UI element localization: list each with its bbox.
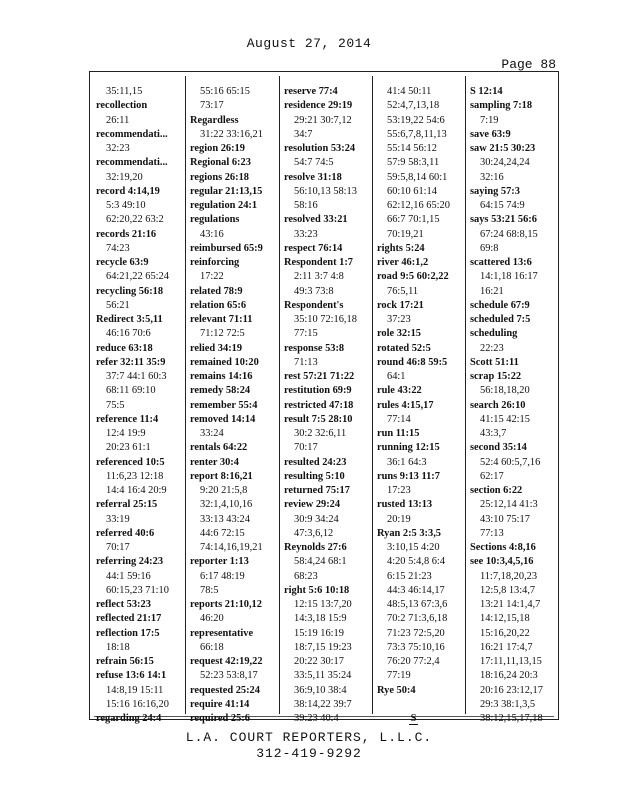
index-term: required 25:6 <box>190 713 250 724</box>
index-term: scattered 13:6 <box>470 257 532 268</box>
index-term: scheduling <box>470 328 518 340</box>
index-page-refs: 6:17 48:19 <box>200 570 245 582</box>
index-page-refs: 12:5,8 13:4,7 <box>480 584 536 596</box>
index-term: require 41:14 <box>190 698 250 710</box>
index-page-refs: 22:23 <box>480 342 504 354</box>
index-page-refs: 32:19,20 <box>106 171 143 183</box>
index-page-refs: 77:15 <box>294 328 318 340</box>
index-page-refs: 33:5,11 35:24 <box>294 670 352 682</box>
index-page-refs: 15:19 16:19 <box>294 627 344 639</box>
index-term: refer 32:11 35:9 <box>96 356 166 368</box>
column-divider <box>279 76 280 714</box>
index-page-refs: 7:19 <box>480 114 499 126</box>
index-page-refs: 17:22 <box>200 271 224 283</box>
index-column-2 <box>190 85 263 726</box>
index-term: saw 21:5 30:23 <box>470 143 536 154</box>
index-page-refs: 37:23 <box>387 314 411 325</box>
index-term: sampling 7:18 <box>470 100 533 112</box>
index-term: region 26:19 <box>190 143 245 154</box>
index-term: report 8:16,21 <box>190 470 253 482</box>
index-term: remember 55:4 <box>190 399 258 411</box>
index-page-refs: 70:17 <box>106 542 130 553</box>
index-page-refs: 36:1 64:3 <box>387 456 427 468</box>
footer-phone: 312-419-9292 <box>256 746 362 761</box>
index-page-refs: 67:24 68:8,15 <box>480 228 538 240</box>
index-page-refs: 71:23 72:5,20 <box>387 627 445 639</box>
index-page-refs <box>377 698 450 712</box>
index-page-refs: 66:7 70:1,15 <box>387 214 440 226</box>
index-term: reserve 77:4 <box>284 86 338 97</box>
index-page-refs: 33:13 43:24 <box>200 513 250 525</box>
index-term: Ryan 2:5 3:3,5 <box>377 527 441 539</box>
index-page-refs: 70:2 71:3,6,18 <box>387 613 448 625</box>
index-term: regions 26:18 <box>190 171 249 183</box>
index-column-5 <box>470 85 543 726</box>
index-page-refs: 70:19,21 <box>387 228 424 240</box>
index-page-refs: 35:10 72:16,18 <box>294 314 357 325</box>
index-page-refs: 35:11,15 <box>106 86 143 97</box>
index-page-refs: 5:3 49:10 <box>106 200 146 211</box>
index-page-refs: 17:11,11,13,15 <box>480 656 542 667</box>
index-page-refs: 59:5,8,14 60:1 <box>387 171 448 183</box>
index-term: recommendati... <box>96 128 168 140</box>
index-page-refs: 34:7 <box>294 128 313 140</box>
index-page-refs: 43:16 <box>200 228 224 240</box>
index-term: records 21:16 <box>96 228 157 240</box>
index-term: regulations <box>190 214 240 226</box>
index-page-refs: 55:16 65:15 <box>200 86 250 97</box>
index-term: right 5:6 10:18 <box>284 584 350 596</box>
index-term: rotated 52:5 <box>377 342 431 354</box>
index-term: reflection 17:5 <box>96 627 160 639</box>
index-page-refs: 71:12 72:5 <box>200 328 245 340</box>
index-page-refs: 62:20,22 63:2 <box>106 214 164 226</box>
index-page-refs: 62:17 <box>480 470 504 482</box>
index-page-refs: 74:14,16,19,21 <box>200 542 263 553</box>
index-page-refs: 41:15 42:15 <box>480 413 530 425</box>
index-term: rock 17:21 <box>377 299 424 311</box>
index-term: reports 21:10,12 <box>190 599 262 610</box>
index-term: resulted 24:23 <box>284 456 347 468</box>
index-term: representative <box>190 627 254 639</box>
index-term: remedy 58:24 <box>190 385 251 397</box>
index-term: recycling 56:18 <box>96 285 164 297</box>
index-term: S 12:14 <box>470 86 503 97</box>
index-page-refs: 52:4 60:5,7,16 <box>480 456 541 468</box>
index-page-refs: 44:1 59:16 <box>106 570 151 582</box>
index-page-refs: 6:15 21:23 <box>387 570 432 582</box>
index-page-refs: 14:12,15,18 <box>480 613 530 625</box>
index-term: request 42:19,22 <box>190 656 263 667</box>
index-term: reporter 1:13 <box>190 556 249 568</box>
index-page-refs: 29:21 30:7,12 <box>294 114 352 126</box>
index-term: Reynolds 27:6 <box>284 542 347 553</box>
index-term: runs 9:13 11:7 <box>377 470 440 482</box>
index-term: Scott 51:11 <box>470 356 519 368</box>
index-page-refs: 20:22 30:17 <box>294 656 344 667</box>
index-page-refs: 76:20 77:2,4 <box>387 656 440 667</box>
index-page-refs: 12:15 13:7,20 <box>294 599 352 610</box>
index-term: reflect 53:23 <box>96 599 151 610</box>
index-page-refs: 56:10,13 58:13 <box>294 185 357 197</box>
index-page-refs: 64:1 <box>387 371 406 382</box>
index-term: scrap 15:22 <box>470 371 522 382</box>
index-page-refs: 13:21 14:1,4,7 <box>480 599 541 610</box>
index-term: restitution 69:9 <box>284 385 352 397</box>
index-page-refs: 60:15,23 71:10 <box>106 584 169 596</box>
index-term: Redirect 3:5,11 <box>96 314 163 325</box>
index-term: Regardless <box>190 114 239 126</box>
index-term: residence 29:19 <box>284 100 353 112</box>
index-page-refs: 16:21 17:4,7 <box>480 641 533 653</box>
index-page-refs: 14:8,19 15:11 <box>106 684 164 696</box>
index-page-refs: 73:3 75:10,16 <box>387 641 445 653</box>
index-page-refs: 64:21,22 65:24 <box>106 271 169 283</box>
column-divider <box>185 76 186 714</box>
index-page-refs: 18:16,24 20:3 <box>480 670 538 682</box>
index-term: related 78:9 <box>190 285 243 297</box>
index-page-refs: 76:5,11 <box>387 285 419 297</box>
index-term: referring 24:23 <box>96 556 164 568</box>
index-page-refs: 3:10,15 4:20 <box>387 542 440 553</box>
index-page-refs: 30:24,24,24 <box>480 157 530 169</box>
index-page-refs: 37:7 44:1 60:3 <box>106 371 167 382</box>
index-column-3 <box>284 85 357 726</box>
index-page-refs: 56:21 <box>106 299 130 311</box>
index-term: Regional 6:23 <box>190 157 251 169</box>
index-term: search 26:10 <box>470 399 526 411</box>
index-page-refs: 46:16 70:6 <box>106 328 151 340</box>
index-column-1 <box>96 85 169 726</box>
index-page-refs: 64:15 74:9 <box>480 200 525 211</box>
index-term: resulting 5:10 <box>284 470 345 482</box>
index-page-refs: 77:13 <box>480 527 504 539</box>
index-page-refs: 44:3 46:14,17 <box>387 584 445 596</box>
index-term: saying 57:3 <box>470 185 520 197</box>
index-page-refs: 69:8 <box>480 242 499 254</box>
index-page-refs: 25:12,14 41:3 <box>480 499 538 511</box>
index-page-refs: 55:6,7,8,11,13 <box>387 128 447 140</box>
index-page-refs: 66:18 <box>200 641 224 653</box>
index-term: regulation 24:1 <box>190 200 258 211</box>
index-term: running 12:15 <box>377 442 440 454</box>
index-page-refs: 15:16 16:16,20 <box>106 698 169 710</box>
page-number: Page 88 <box>501 57 556 72</box>
index-page-refs: 62:12,16 65:20 <box>387 200 450 211</box>
index-page-refs: 58:4,24 68:1 <box>294 556 347 568</box>
index-column-4 <box>377 85 450 726</box>
index-page-refs: 56:18,18,20 <box>480 385 530 397</box>
index-term: respect 76:14 <box>284 242 343 254</box>
index-term: relevant 71:11 <box>190 314 253 325</box>
index-page-refs: 26:11 <box>106 114 130 126</box>
index-term: rule 43:22 <box>377 385 422 397</box>
index-term: resolved 33:21 <box>284 214 348 226</box>
index-page-refs: 77:14 <box>387 413 411 425</box>
index-term: renter 30:4 <box>190 456 239 468</box>
index-term: resolve 31:18 <box>284 171 342 183</box>
index-page-refs: 33:24 <box>200 428 224 439</box>
index-page-refs: 70:17 <box>294 442 318 454</box>
index-page-refs: 68:23 <box>294 570 318 582</box>
index-page-refs: 32:16 <box>480 171 504 183</box>
index-term: record 4:14,19 <box>96 185 160 197</box>
column-divider <box>465 76 466 714</box>
index-term: reduce 63:18 <box>96 342 153 354</box>
index-term: scheduled 7:5 <box>470 314 531 325</box>
index-term: refuse 13:6 14:1 <box>96 670 167 682</box>
index-term: restricted 47:18 <box>284 399 354 411</box>
index-term: road 9:5 60:2,22 <box>377 271 449 283</box>
index-term: response 53:8 <box>284 342 345 354</box>
index-page-refs: 30:2 32:6,11 <box>294 428 347 439</box>
index-page-refs: 52:23 53:8,17 <box>200 670 258 682</box>
index-term: Sections 4:8,16 <box>470 542 536 553</box>
index-term: save 63:9 <box>470 128 511 140</box>
index-page-refs: 12:4 19:9 <box>106 428 146 439</box>
index-page-refs: 14:4 16:4 20:9 <box>106 485 167 496</box>
index-page-refs: 57:9 58:3,11 <box>387 157 440 169</box>
index-term: Respondent's <box>284 299 344 311</box>
index-page-refs: 18:7,15 19:23 <box>294 641 352 653</box>
index-page-refs: 75:5 <box>106 399 125 411</box>
index-page-refs: 14:3,18 15:9 <box>294 613 347 625</box>
index-page-refs: 29:3 38:1,3,5 <box>480 698 536 710</box>
index-page-refs: 20:23 61:1 <box>106 442 151 454</box>
index-page-refs: 9:20 21:5,8 <box>200 485 248 496</box>
index-page-refs: 53:19,22 54:6 <box>387 114 445 126</box>
index-term: recycle 63:9 <box>96 257 149 268</box>
index-term: review 29:24 <box>284 499 341 511</box>
index-page-refs: 14:1,18 16:17 <box>480 271 538 283</box>
index-page-refs: 32:23 <box>106 143 130 154</box>
index-term: resolution 53:24 <box>284 143 356 154</box>
index-page-refs: 38:12,15,17,18 <box>480 713 543 724</box>
index-page-refs: 30:9 34:24 <box>294 513 339 525</box>
index-page-refs: 74:23 <box>106 242 130 254</box>
index-term: rest 57:21 71:22 <box>284 371 355 382</box>
index-term: schedule 67:9 <box>470 299 530 311</box>
index-page-refs: 46:20 <box>200 613 224 625</box>
index-term: reinforcing <box>190 257 240 268</box>
index-page-refs: 18:18 <box>106 641 130 653</box>
index-term: relation 65:6 <box>190 299 247 311</box>
index-term: regarding 24:4 <box>96 713 162 724</box>
index-page-refs: 33:19 <box>106 513 130 525</box>
index-term: relied 34:19 <box>190 342 243 354</box>
index-term: Respondent 1:7 <box>284 257 353 268</box>
index-page-refs: 58:16 <box>294 200 318 211</box>
index-page-refs: 44:6 72:15 <box>200 527 245 539</box>
index-term: rentals 64:22 <box>190 442 248 454</box>
index-page-refs: 43:3,7 <box>480 428 507 439</box>
index-page-refs: 4:20 5:4,8 6:4 <box>387 556 446 568</box>
index-term: reimbursed 65:9 <box>190 242 263 254</box>
index-term: remained 10:20 <box>190 356 259 368</box>
index-page-refs: 11:7,18,20,23 <box>480 570 538 582</box>
index-page-refs: 36:9,10 38:4 <box>294 684 347 696</box>
index-term: remains 14:16 <box>190 371 253 382</box>
index-term: referenced 10:5 <box>96 456 165 468</box>
index-page-refs: 43:10 75:17 <box>480 513 530 525</box>
index-term: referred 40:6 <box>96 527 155 539</box>
index-page-refs: 15:16,20,22 <box>480 627 530 639</box>
index-page-refs: 47:3,6,12 <box>294 527 334 539</box>
index-page-refs: 68:11 69:10 <box>106 385 156 397</box>
index-page-refs: 2:11 3:7 4:8 <box>294 271 344 283</box>
index-term: removed 14:14 <box>190 413 256 425</box>
index-term: river 46:1,2 <box>377 257 429 268</box>
index-term: referral 25:15 <box>96 499 158 511</box>
column-divider <box>372 76 373 714</box>
index-page-refs: 60:10 61:14 <box>387 185 437 197</box>
index-term: recommendati... <box>96 157 168 169</box>
index-term: rusted 13:13 <box>377 499 433 511</box>
index-page-refs: 54:7 74:5 <box>294 157 334 169</box>
index-page-refs: 11:6,23 12:18 <box>106 470 164 482</box>
index-page-refs: 77:19 <box>387 670 411 682</box>
index-term: run 11:15 <box>377 428 420 439</box>
index-page-refs: 78:5 <box>200 584 219 596</box>
index-term: requested 25:24 <box>190 684 260 696</box>
index-page-refs: 73:17 <box>200 100 224 112</box>
index-page-refs: 16:21 <box>480 285 504 297</box>
index-term: result 7:5 28:10 <box>284 413 353 425</box>
index-page-refs: 32:1,4,10,16 <box>200 499 253 511</box>
index-term: second 35:14 <box>470 442 527 454</box>
index-term: round 46:8 59:5 <box>377 356 448 368</box>
index-term: section 6:22 <box>470 485 523 496</box>
index-page-refs: 49:3 73:8 <box>294 285 334 297</box>
transcript-date: August 27, 2014 <box>246 36 372 51</box>
index-page-refs: 20:19 <box>387 513 411 525</box>
index-page-refs: 39:23 40:4 <box>294 713 339 724</box>
index-term: role 32:15 <box>377 328 421 340</box>
index-page-refs: 41:4 50:11 <box>387 86 432 97</box>
index-term: recollection <box>96 100 148 112</box>
section-letter <box>377 712 450 726</box>
index-term: says 53:21 56:6 <box>470 214 537 226</box>
index-term: reflected 21:17 <box>96 613 162 625</box>
index-page-refs: 38:14,22 39:7 <box>294 698 352 710</box>
index-term: rules 4:15,17 <box>377 399 434 411</box>
index-page-refs: 48:5,13 67:3,6 <box>387 599 448 610</box>
index-page-refs: 71:13 <box>294 356 318 368</box>
index-page-refs: 31:22 33:16,21 <box>200 128 263 140</box>
footer-company: L.A. COURT REPORTERS, L.L.C. <box>185 730 433 745</box>
section-letter-text: S <box>410 713 417 724</box>
index-term: see 10:3,4,5,16 <box>470 556 534 568</box>
index-page-refs: 17:23 <box>387 485 411 496</box>
index-page-refs: 52:4,7,13,18 <box>387 100 440 112</box>
index-page-refs: 33:23 <box>294 228 318 240</box>
index-term: Rye 50:4 <box>377 684 416 696</box>
index-term: reference 11:4 <box>96 413 159 425</box>
index-term: rights 5:24 <box>377 242 425 254</box>
index-term: regular 21:13,15 <box>190 185 263 197</box>
index-term: refrain 56:15 <box>96 656 154 667</box>
index-term: returned 75:17 <box>284 485 350 496</box>
index-page-refs: 55:14 56:12 <box>387 143 437 154</box>
index-page-refs: 20:16 23:12,17 <box>480 684 543 696</box>
